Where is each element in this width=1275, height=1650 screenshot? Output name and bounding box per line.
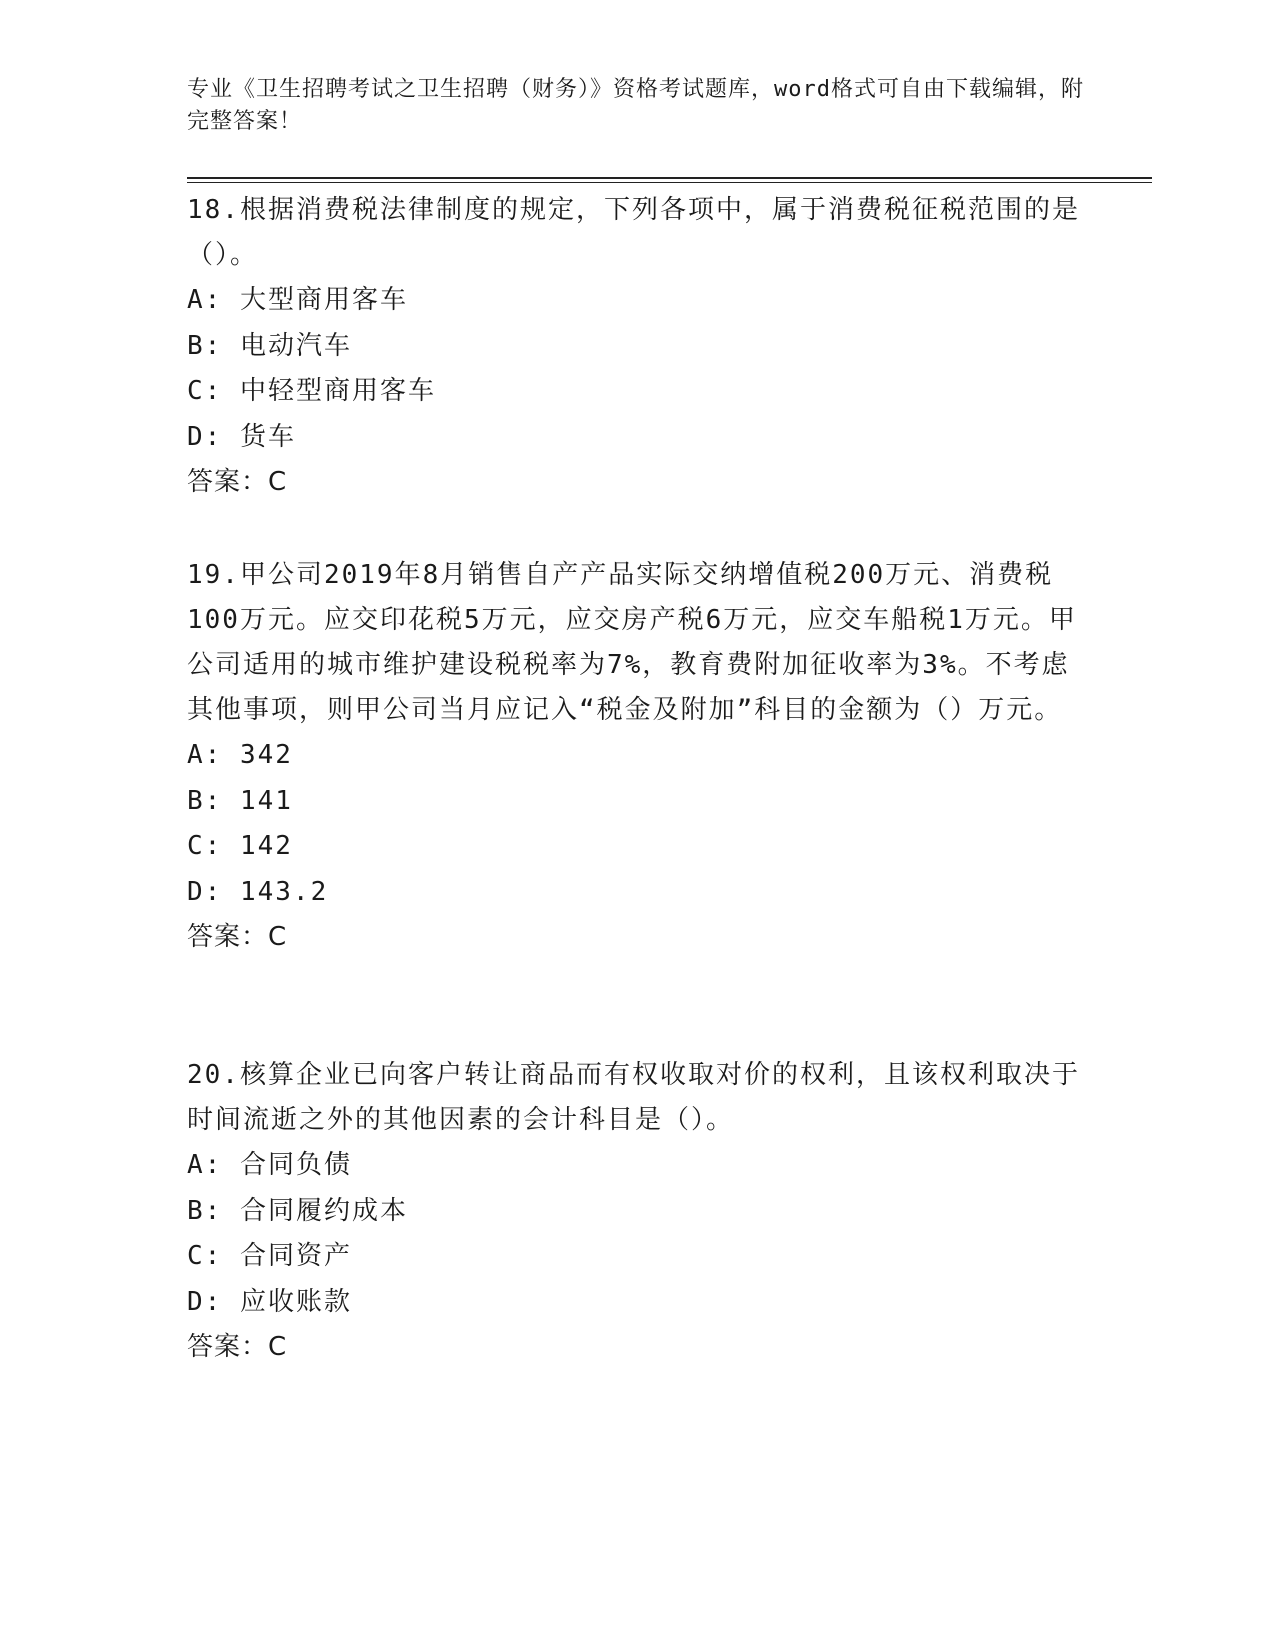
option-b: B: 141 [187, 785, 293, 816]
question-19 [187, 553, 1087, 960]
option-c: C: 合同资产 [187, 1241, 352, 1271]
question-18 [187, 188, 1087, 505]
answer: 答案：C [187, 1332, 288, 1362]
option-d: D: 应收账款 [187, 1286, 352, 1317]
option-c: C: 中轻型商用客车 [187, 376, 436, 406]
option-b: B: 合同履约成本 [187, 1195, 408, 1226]
option-d: D: 货车 [187, 421, 296, 452]
document-header: 专业《卫生招聘考试之卫生招聘（财务）》资格考试题库，word格式可自由下载编辑，附完整答案！ [187, 77, 1084, 134]
question-stem: 19.甲公司2019年8月销售自产产品实际交纳增值税200万元、消费税100万元。应交印花税5万元，应交房产税6万元，应交车船税1万元。甲公司适用的城市维护建设税税率为7%，教育费附加征收率为3%。不考虑其他事项，则甲公司当月应记入“税金及附加”科目的金额为（）万元。 [187, 560, 1077, 725]
option-b: B: 电动汽车 [187, 330, 352, 361]
question-stem: 18.根据消费税法律制度的规定，下列各项中，属于消费税征税范围的是（）。 [187, 195, 1080, 270]
answer: 答案：C [187, 467, 288, 497]
option-c: C: 142 [187, 831, 293, 861]
header-divider-thick [187, 177, 1152, 179]
option-a: A: 342 [187, 740, 293, 770]
question-20 [187, 1053, 1087, 1370]
answer: 答案：C [187, 922, 288, 952]
option-a: A: 合同负债 [187, 1150, 352, 1180]
header-divider-thin [187, 182, 1152, 183]
question-stem: 20.核算企业已向客户转让商品而有权收取对价的权利，且该权利取决于时间流逝之外的其他因素的会计科目是（）。 [187, 1060, 1080, 1135]
option-d: D: 143.2 [187, 876, 329, 907]
option-a: A: 大型商用客车 [187, 285, 408, 315]
